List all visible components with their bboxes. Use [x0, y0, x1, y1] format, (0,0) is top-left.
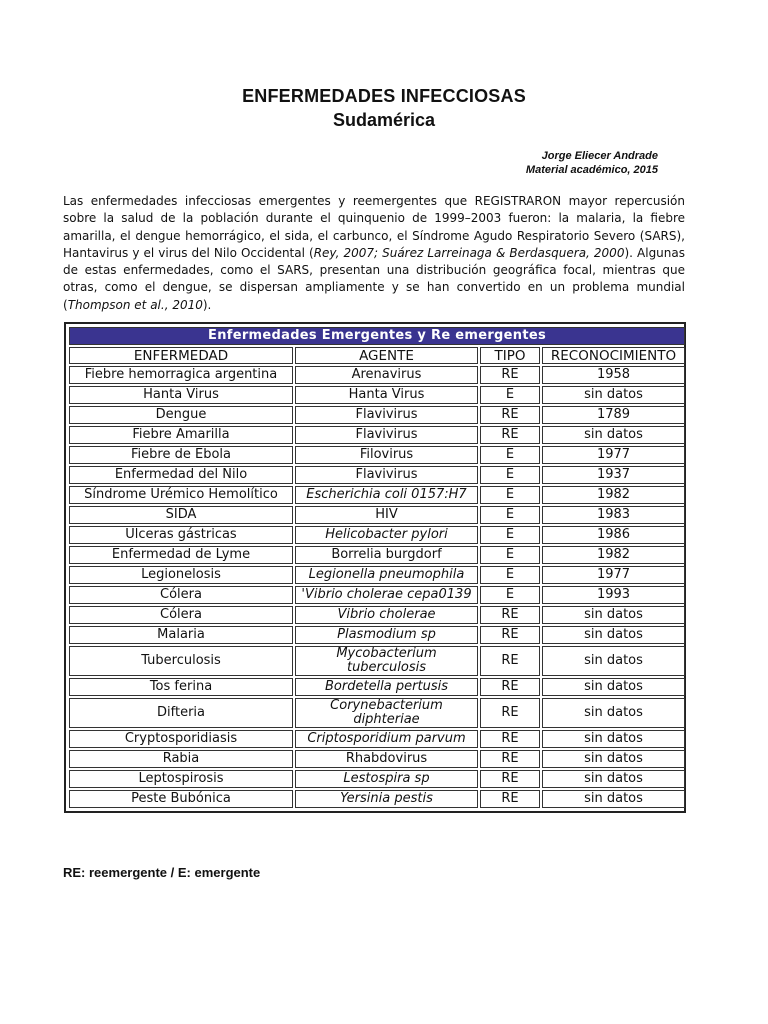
cell-disease: Hanta Virus: [69, 386, 293, 404]
cell-type: E: [480, 566, 540, 584]
cell-type: E: [480, 586, 540, 604]
diseases-table: [67, 325, 687, 810]
cell-disease: Peste Bubónica: [69, 790, 293, 808]
cell-agent: Bordetella pertusis: [295, 678, 478, 696]
table-row: [69, 466, 685, 484]
cell-type: E: [480, 486, 540, 504]
cell-disease: Fiebre hemorragica argentina: [69, 366, 293, 384]
table-row: [69, 730, 685, 748]
table-row: [69, 646, 685, 676]
column-header-type: TIPO: [480, 347, 540, 364]
cell-agent: Yersinia pestis: [295, 790, 478, 808]
cell-recognition: sin datos: [542, 730, 685, 748]
cell-agent: Hanta Virus: [295, 386, 478, 404]
cell-agent: Flavivirus: [295, 426, 478, 444]
table-row: [69, 586, 685, 604]
cell-type: E: [480, 466, 540, 484]
cell-disease: Legionelosis: [69, 566, 293, 584]
cell-disease: Ulceras gástricas: [69, 526, 293, 544]
table-row: [69, 446, 685, 464]
cell-type: RE: [480, 366, 540, 384]
cell-recognition: sin datos: [542, 790, 685, 808]
cell-disease: Malaria: [69, 626, 293, 644]
cell-agent: Criptosporidium parvum: [295, 730, 478, 748]
cell-disease: Tos ferina: [69, 678, 293, 696]
cell-recognition: 1789: [542, 406, 685, 424]
cell-agent: Arenavirus: [295, 366, 478, 384]
column-header-disease: ENFERMEDAD: [69, 347, 293, 364]
cell-disease: SIDA: [69, 506, 293, 524]
cell-disease: Cólera: [69, 586, 293, 604]
cell-recognition: 1958: [542, 366, 685, 384]
diseases-table-frame: [64, 322, 686, 813]
cell-type: E: [480, 386, 540, 404]
cell-type: RE: [480, 770, 540, 788]
table-row: [69, 606, 685, 624]
cell-recognition: 1982: [542, 546, 685, 564]
table-row: [69, 698, 685, 728]
cell-agent: HIV: [295, 506, 478, 524]
table-row: [69, 678, 685, 696]
table-row: [69, 626, 685, 644]
intro-text-3: ).: [202, 297, 212, 312]
cell-disease: Dengue: [69, 406, 293, 424]
cell-disease: Difteria: [69, 698, 293, 728]
cell-type: E: [480, 446, 540, 464]
cell-disease: Rabia: [69, 750, 293, 768]
table-row: [69, 750, 685, 768]
legend-note: RE: reemergente / E: emergente: [63, 865, 261, 880]
cell-type: E: [480, 526, 540, 544]
table-row: [69, 770, 685, 788]
cell-type: RE: [480, 646, 540, 676]
table-header-row: [69, 347, 685, 364]
cell-agent: Plasmodium sp: [295, 626, 478, 644]
cell-disease: Enfermedad del Nilo: [69, 466, 293, 484]
cell-recognition: 1983: [542, 506, 685, 524]
cell-recognition: 1993: [542, 586, 685, 604]
cell-agent: Escherichia coli 0157:H7: [295, 486, 478, 504]
cell-type: RE: [480, 626, 540, 644]
cell-type: RE: [480, 730, 540, 748]
cell-disease: Cólera: [69, 606, 293, 624]
author-name: Jorge Eliecer Andrade: [541, 150, 658, 162]
cell-type: RE: [480, 426, 540, 444]
cell-recognition: sin datos: [542, 426, 685, 444]
cell-type: E: [480, 546, 540, 564]
cell-recognition: sin datos: [542, 770, 685, 788]
table-row: [69, 506, 685, 524]
cell-agent: Rhabdovirus: [295, 750, 478, 768]
cell-type: RE: [480, 790, 540, 808]
cell-recognition: sin datos: [542, 750, 685, 768]
cell-agent: Mycobacterium tuberculosis: [295, 646, 478, 676]
table-row: [69, 526, 685, 544]
cell-recognition: sin datos: [542, 698, 685, 728]
cell-disease: Tuberculosis: [69, 646, 293, 676]
table-row: [69, 546, 685, 564]
cell-agent: Flavivirus: [295, 406, 478, 424]
cell-recognition: 1977: [542, 566, 685, 584]
table-row: [69, 486, 685, 504]
cell-recognition: 1986: [542, 526, 685, 544]
table-row: [69, 566, 685, 584]
intro-text-1: Las enfermedades infecciosas emergentes y reemergentes que REGISTRARON mayor repercusión sobre la salud de la población durante el quinquenio de 1999–2003 fueron: la malaria, la fiebre amarilla, el dengue hemorrágico, el sida, el carbunco, el Síndrome Agudo Respiratorio Severo (SARS), Hantavirus y el virus del Nilo Occidental (: [63, 194, 685, 260]
cell-agent: Flavivirus: [295, 466, 478, 484]
page-subtitle: Sudamérica: [332, 110, 436, 130]
intro-citation-1: Rey, 2007; Suárez Larreinaga & Berdasquera, 2000: [313, 245, 625, 260]
cell-recognition: sin datos: [542, 386, 685, 404]
table-row: [69, 426, 685, 444]
table-row: [69, 386, 685, 404]
cell-type: RE: [480, 406, 540, 424]
cell-recognition: sin datos: [542, 678, 685, 696]
table-row: [69, 366, 685, 384]
cell-disease: Fiebre de Ebola: [69, 446, 293, 464]
cell-type: RE: [480, 750, 540, 768]
cell-agent: Corynebacterium diphteriae: [295, 698, 478, 728]
cell-recognition: 1977: [542, 446, 685, 464]
intro-paragraph: [63, 193, 685, 314]
cell-disease: Síndrome Urémico Hemolítico: [69, 486, 293, 504]
cell-recognition: sin datos: [542, 646, 685, 676]
cell-agent: Helicobacter pylori: [295, 526, 478, 544]
cell-type: RE: [480, 606, 540, 624]
cell-disease: Enfermedad de Lyme: [69, 546, 293, 564]
author-affiliation: Material académico, 2015: [525, 164, 658, 176]
cell-agent: Legionella pneumophila: [295, 566, 478, 584]
cell-recognition: sin datos: [542, 606, 685, 624]
intro-citation-2: Thompson et al., 2010: [67, 297, 203, 312]
table-caption: Enfermedades Emergentes y Re emergentes: [69, 327, 685, 345]
table-row: [69, 406, 685, 424]
cell-type: E: [480, 506, 540, 524]
page-title: ENFERMEDADES INFECCIOSAS: [242, 86, 526, 106]
table-body: [69, 366, 685, 808]
table-row: [69, 790, 685, 808]
cell-disease: Fiebre Amarilla: [69, 426, 293, 444]
cell-agent: Vibrio cholerae: [295, 606, 478, 624]
cell-agent: Filovirus: [295, 446, 478, 464]
cell-agent: 'Vibrio cholerae cepa0139: [295, 586, 478, 604]
column-header-agent: AGENTE: [295, 347, 478, 364]
intro-text-2: ). Algunas de estas enfermedades, como el SARS, presentan una distribución geográfica focal, mientras que otras, como el dengue, se dispersan ampliamente y se han convertido en un problema mundial (: [63, 245, 685, 312]
cell-recognition: 1982: [542, 486, 685, 504]
cell-agent: Lestospira sp: [295, 770, 478, 788]
cell-agent: Borrelia burgdorf: [295, 546, 478, 564]
cell-disease: Leptospirosis: [69, 770, 293, 788]
cell-type: RE: [480, 698, 540, 728]
cell-disease: Cryptosporidiasis: [69, 730, 293, 748]
cell-type: RE: [480, 678, 540, 696]
cell-recognition: sin datos: [542, 626, 685, 644]
cell-recognition: 1937: [542, 466, 685, 484]
column-header-recognition: RECONOCIMIENTO: [542, 347, 685, 364]
